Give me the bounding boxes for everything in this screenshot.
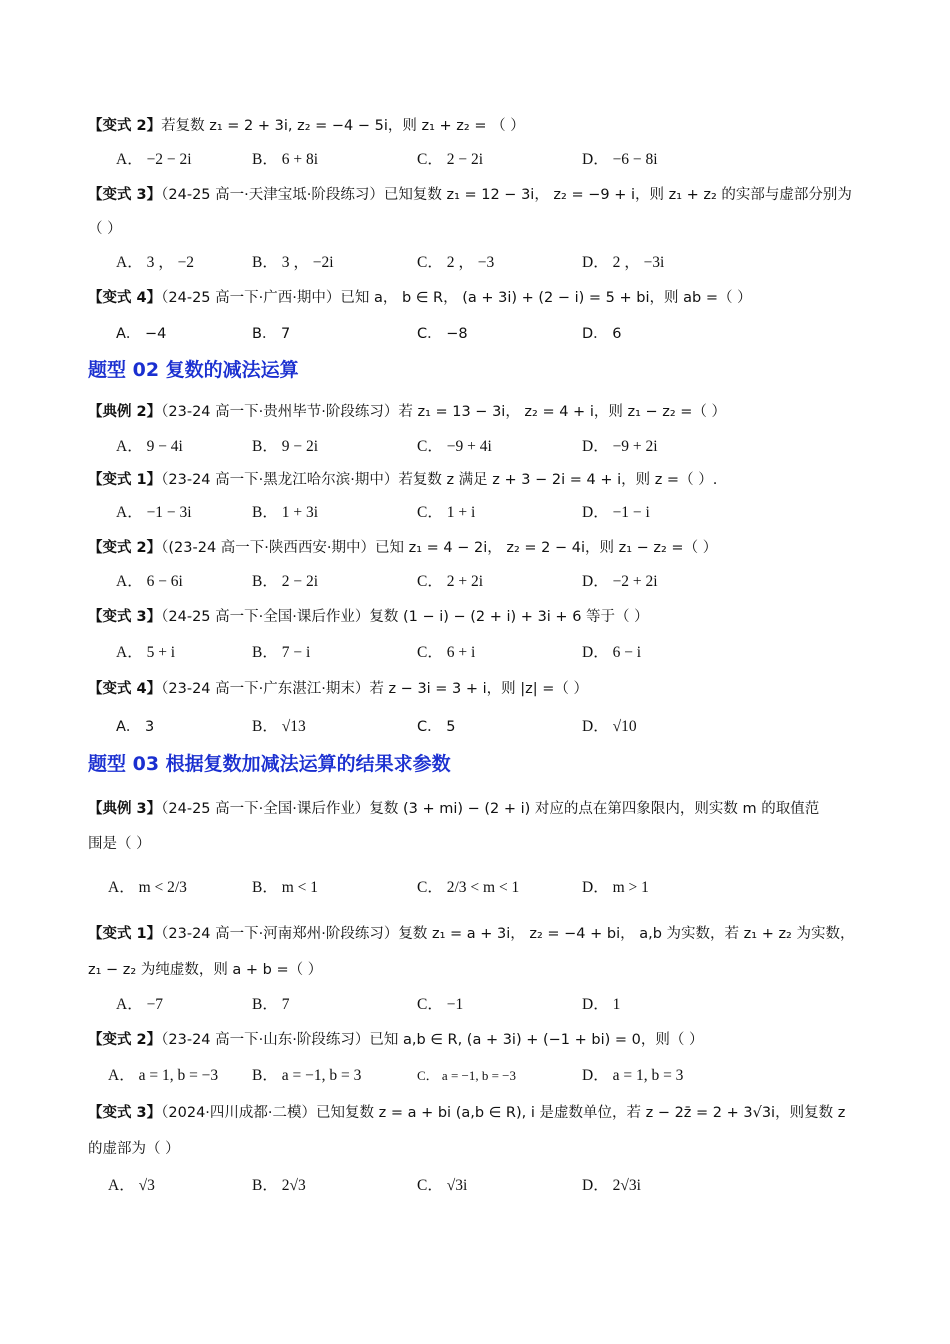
section-heading-03: 题型 03 根据复数加减法运算的结果求参数 [88, 753, 451, 775]
option-c: C． −9 + 4i [417, 438, 492, 455]
option-a: A． −7 [116, 996, 164, 1013]
section-heading-02: 题型 02 复数的减法运算 [88, 359, 299, 381]
option-c: C． 2 + 2i [417, 573, 484, 590]
question-tag: 【变式 1】 [88, 926, 162, 942]
option-a: A． 3 ， −2 [116, 254, 195, 271]
option-d: D． √10 [582, 718, 637, 735]
question-text: 【变式 3】（2024·四川成都·二模）已知复数 z = a + bi (a,b ∈ R), i 是虚数单位，若 z − 2z̄ = 2 + 3√3i，则复数 z [88, 1105, 846, 1121]
question-b1v3 [88, 185, 852, 205]
option-c: C． a = −1, b = −3 [417, 1068, 517, 1083]
question-text: 【变式 1】（23-24 高一下·黑龙江哈尔滨·期中）若复数 z 满足 z + 3 − 2i = 4 + i，则 z =（ ）. [88, 472, 718, 488]
question-b3v2 [88, 1030, 703, 1050]
option-b: B． 9 − 2i [252, 438, 319, 455]
option-a: A． √3 [108, 1177, 155, 1194]
question-tag: 【典例 3】 [88, 801, 162, 817]
question-b2v3 [88, 607, 649, 627]
option-b: B． 7 − i [252, 644, 311, 661]
option-d: D． 2 ， −3i [582, 254, 665, 271]
option-c: C． √3i [417, 1177, 468, 1194]
question-text: 【变式 1】（23-24 高一下·河南郑州·阶段练习）复数 z₁ = a + 3i， z₂ = −4 + bi， a,b 为实数，若 z₁ + z₂ 为实数， [88, 926, 855, 942]
option-d: D． m > 1 [582, 879, 649, 896]
question-continuation: z₁ − z₂ 为纯虚数，则 a + b =（ ） [88, 962, 323, 978]
option-d: D． a = 1, b = 3 [582, 1067, 684, 1084]
question-text: 【变式 2】若复数 z₁ = 2 + 3i, z₂ = −4 − 5i，则 z₁ + z₂ = （ ） [88, 118, 525, 134]
question-continuation: 的虚部为（ ） [88, 1141, 180, 1157]
option-b: B． 3 ， −2i [252, 254, 334, 271]
option-d: D． 1 [582, 996, 621, 1013]
question-text: 【变式 2】（(23-24 高一下·陕西西安·期中）已知 z₁ = 4 − 2i， z₂ = 2 − 4i，则 z₁ − z₂ =（ ） [88, 540, 718, 556]
option-b: B． 2√3 [252, 1177, 306, 1194]
option-c: C． 2/3 < m < 1 [417, 879, 520, 896]
option-d: D． 6 − i [582, 644, 642, 661]
question-b2v4 [88, 679, 588, 699]
option-a: A． 9 − 4i [116, 438, 183, 455]
option-d: D． −9 + 2i [582, 438, 658, 455]
question-tag: 【变式 3】 [88, 187, 162, 203]
option-a: A． a = 1, b = −3 [108, 1067, 219, 1084]
option-a: A． 6 − 6i [116, 573, 183, 590]
question-b3v3 [88, 1103, 845, 1123]
question-tag: 【变式 3】 [88, 609, 162, 625]
option-a: A． m < 2/3 [108, 879, 187, 896]
option-d: D． −1 − i [582, 504, 650, 521]
question-continuation: （ ） [88, 221, 122, 237]
option-a: A． −1 − 3i [116, 504, 192, 521]
question-text: 【变式 2】（23-24 高一下·山东·阶段练习）已知 a,b ∈ R, (a + 3i) + (−1 + bi) = 0，则（ ） [88, 1032, 704, 1048]
option-b: B． 1 + 3i [252, 504, 319, 521]
option-d: D． 2√3i [582, 1177, 641, 1194]
question-text: 【变式 3】（24-25 高一·天津宝坻·阶段练习）已知复数 z₁ = 12 − 3i， z₂ = −9 + i，则 z₁ + z₂ 的实部与虚部分别为 [88, 187, 852, 203]
option-b: B． 7 [252, 326, 291, 342]
question-b1v2 [88, 116, 525, 136]
option-a: A． −4 [116, 326, 167, 342]
question-text: 【变式 3】（24-25 高一下·全国·课后作业）复数 (1 − i) − (2 + i) + 3i + 6 等于（ ） [88, 609, 649, 625]
question-text: 【典例 3】（24-25 高一下·全国·课后作业）复数 (3 + mi) − (2 + i) 对应的点在第四象限内，则实数 m 的取值范 [88, 801, 820, 817]
question-b2v2 [88, 538, 717, 558]
question-b3d [88, 799, 819, 819]
option-a: A． 5 + i [116, 644, 176, 661]
question-tag: 【变式 1】 [88, 472, 162, 488]
option-c: C． 2 ， −3 [417, 254, 495, 271]
question-tag: 【变式 2】 [88, 1032, 162, 1048]
question-text: 【变式 4】（24-25 高一下·广西·期中）已知 a， b ∈ R， (a + 3i) + (2 − i) = 5 + bi，则 ab =（ ） [88, 290, 752, 306]
question-continuation: 围是（ ） [88, 836, 151, 852]
option-c: C． 5 [417, 719, 456, 735]
option-d: D． −2 + 2i [582, 573, 658, 590]
question-b2d [88, 402, 726, 422]
option-d: D． 6 [582, 326, 622, 342]
question-b1v4 [88, 288, 752, 308]
option-b: B． a = −1, b = 3 [252, 1067, 362, 1084]
question-tag: 【变式 4】 [88, 681, 162, 697]
question-b2v1 [88, 470, 717, 490]
option-b: B． 2 − 2i [252, 573, 319, 590]
option-c: C． 1 + i [417, 504, 476, 521]
option-b: B． 7 [252, 996, 290, 1013]
question-tag: 【变式 2】 [88, 540, 162, 556]
option-d: D． −6 − 8i [582, 151, 658, 168]
option-b: B． 6 + 8i [252, 151, 319, 168]
option-c: C． 2 − 2i [417, 151, 484, 168]
option-c: C． −8 [417, 326, 468, 342]
question-text: 【变式 4】（23-24 高一下·广东湛江·期末）若 z − 3i = 3 + i，则 |z| =（ ） [88, 681, 589, 697]
question-tag: 【变式 4】 [88, 290, 162, 306]
option-b: B． m < 1 [252, 879, 319, 896]
option-b: B． √13 [252, 718, 306, 735]
option-c: C． 6 + i [417, 644, 476, 661]
question-tag: 【典例 2】 [88, 404, 162, 420]
question-text: 【典例 2】（23-24 高一下·贵州毕节·阶段练习）若 z₁ = 13 − 3i， z₂ = 4 + i，则 z₁ − z₂ =（ ） [88, 404, 727, 420]
question-tag: 【变式 3】 [88, 1105, 162, 1121]
option-a: A． 3 [116, 719, 155, 735]
question-tag: 【变式 2】 [88, 118, 162, 134]
option-a: A． −2 − 2i [116, 151, 192, 168]
option-c: C． −1 [417, 996, 464, 1013]
question-b3v1 [88, 924, 854, 944]
